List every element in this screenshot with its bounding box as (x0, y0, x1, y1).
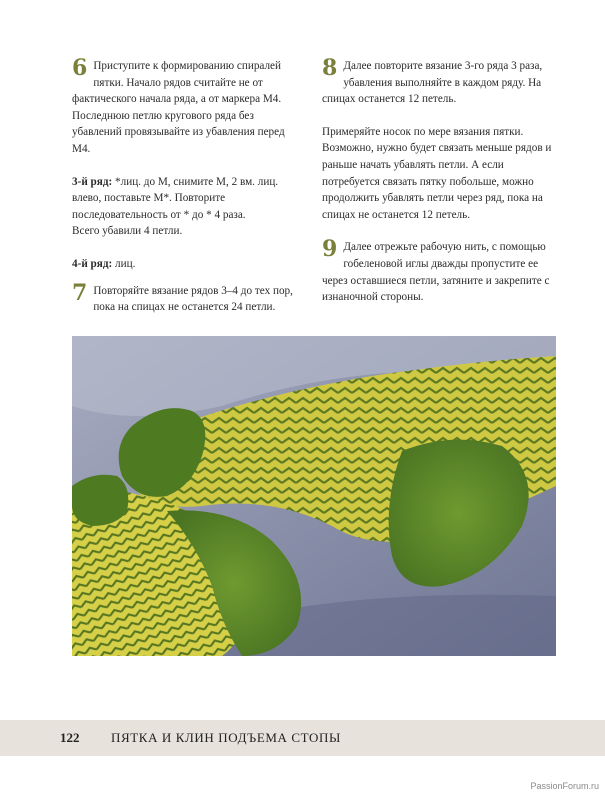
step-8 (322, 55, 556, 108)
row-3-total: Всего убавили 4 петли. (72, 225, 183, 238)
step-9-text: Далее отрежьте рабочую нить, с помощью гобеленовой иглы дважды пропустите ее через оставшиеся петли, затяните и закрепите с изнаночной стороны. (322, 241, 550, 304)
step-8-number: 8 (322, 55, 338, 81)
chapter-title: ПЯТКА И КЛИН ПОДЪЕМА СТОПЫ (111, 730, 341, 745)
step-6-text: Приступите к формированию спиралей пятки. Начало рядов считайте не от фактического начала ряда, а от маркера М4. Последнюю петлю кругового ряда без убавлений провязывайте из убавления перед М4. (72, 60, 285, 155)
step-7 (72, 279, 304, 316)
fitting-note: Примеряйте носок по мере вязания пятки. Возможно, нужно будет связать меньше рядов и раньше начать убавлять петли. А если потребуется связать пятку побольше, можно продолжить убавлять петли через ряд, пока на спицах не останется 12 петель. (322, 125, 552, 221)
page-number: 122 (60, 730, 80, 745)
watermark: PassionForum.ru (530, 781, 599, 791)
row-4-text: лиц. (112, 257, 136, 270)
left-column (72, 55, 304, 316)
row-3-instruction (72, 174, 304, 224)
row-3-text: *лиц. до М, снимите М, 2 вм. лиц. влево, поставьте М*. Повторите последовательность от * до * 4 раза. (72, 175, 279, 221)
step-9-number: 9 (322, 236, 338, 263)
row-4-label: 4-й ряд: (72, 257, 113, 270)
step-6 (72, 55, 304, 158)
socks-photo (72, 336, 556, 656)
row-4-instruction (72, 256, 304, 273)
step-6-number: 6 (72, 55, 88, 81)
step-9 (322, 236, 556, 305)
right-column (322, 55, 556, 306)
row-3-label: 3-й ряд: (72, 175, 113, 188)
socks-illustration (72, 336, 556, 656)
step-7-number: 7 (72, 279, 88, 306)
step-7-text: Повторяйте вязание рядов 3–4 до тех пор, пока на спицах не останется 24 петли. (93, 284, 293, 314)
step-8-text: Далее повторите вязание 3-го ряда 3 раза, убавления выполняйте в каждом ряду. На спицах останется 12 петель. (322, 60, 543, 106)
